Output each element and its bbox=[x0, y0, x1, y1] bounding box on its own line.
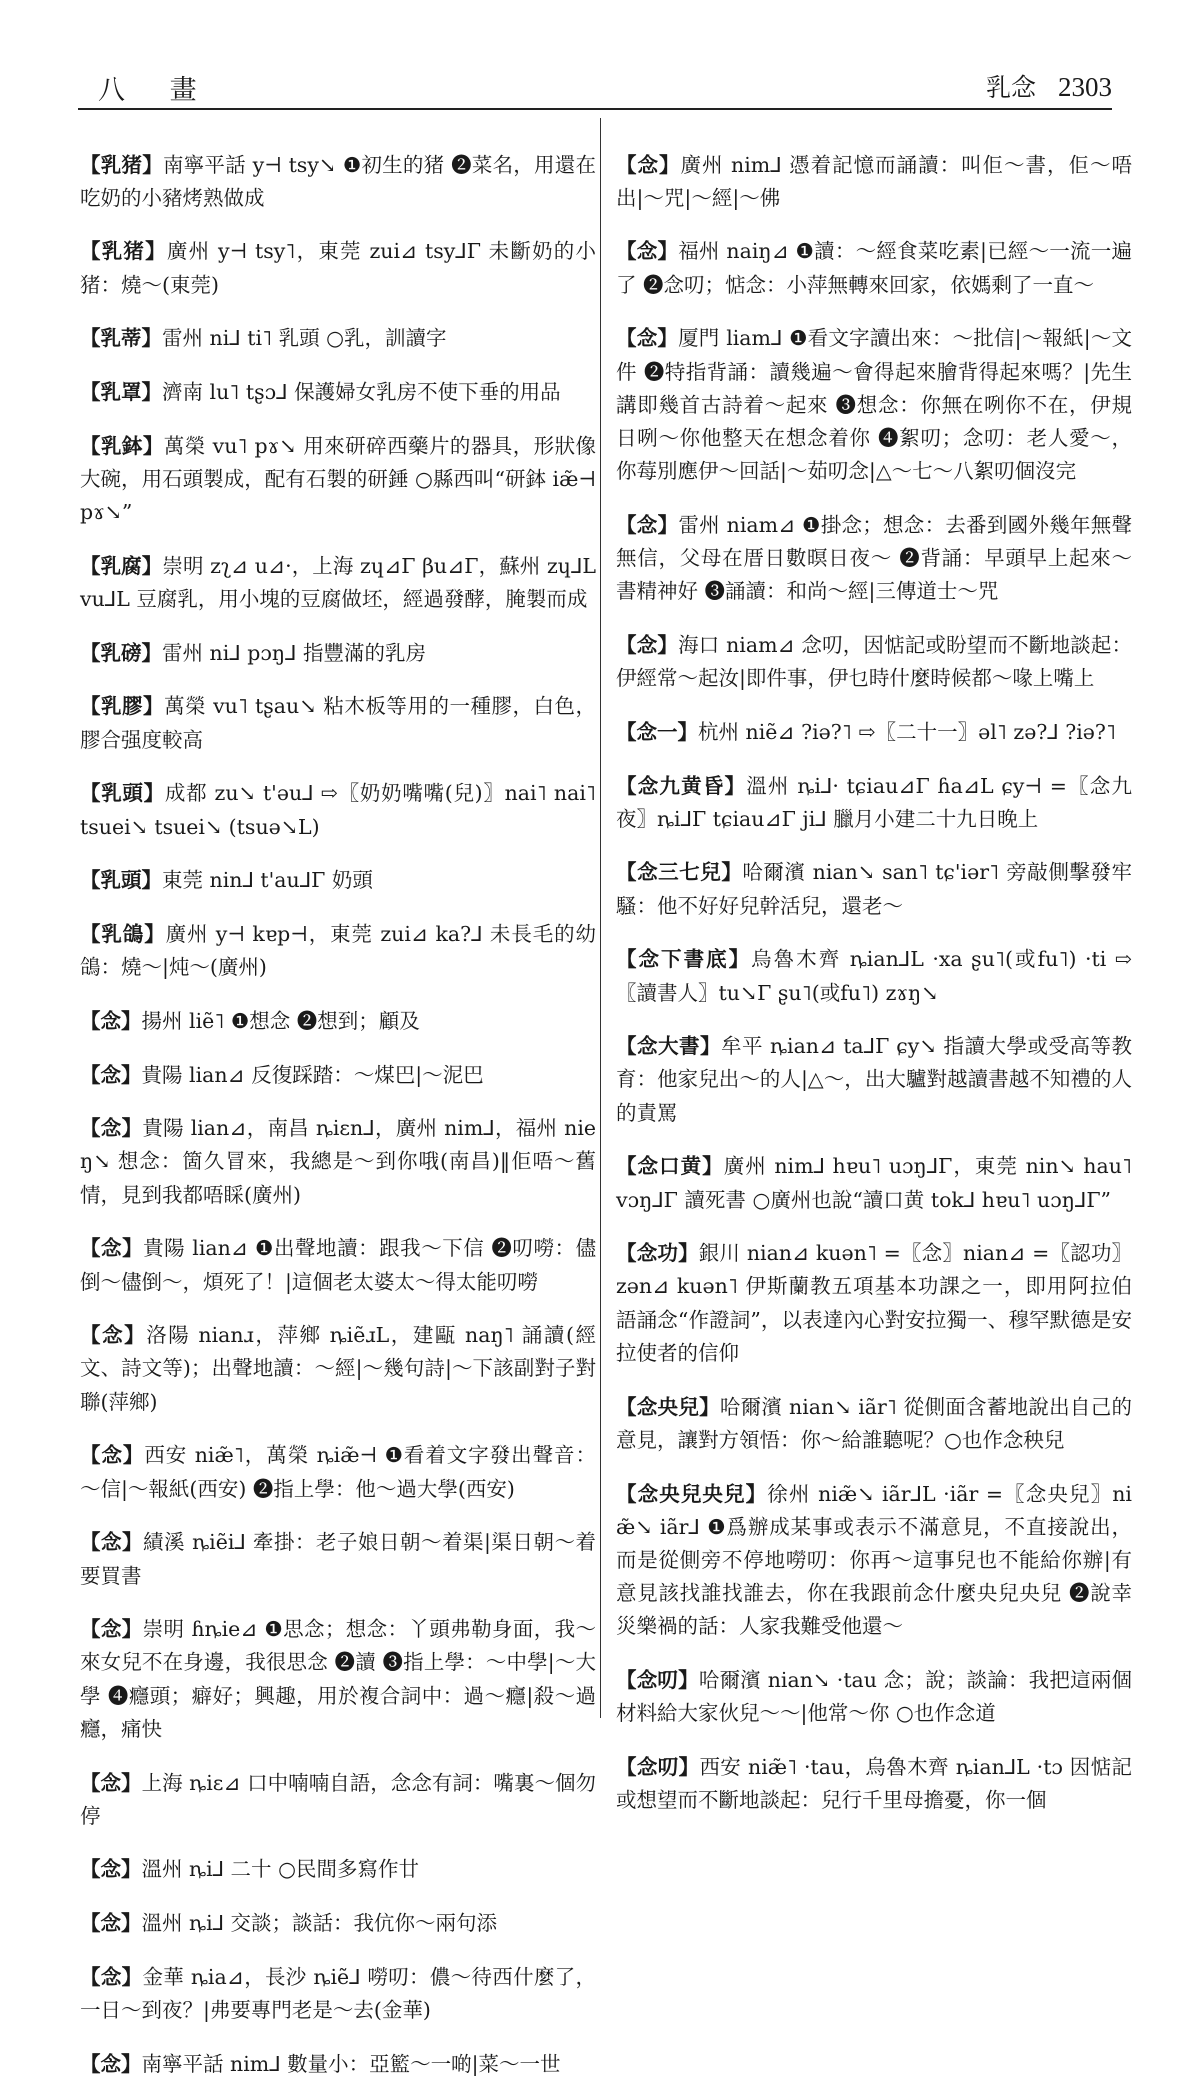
entry-definition: 貴陽 lian⊿，南昌 ȵiɛn⅃，廣州 nim⅃，福州 nieŋ↘ 想念：箇久冒來，我總是～到你哦(南昌)‖佢唔～舊情，見到我都唔睬(廣州) bbox=[80, 1116, 597, 1207]
entry-headword: 念 bbox=[100, 1911, 121, 1936]
entry-headword: 念 bbox=[101, 1443, 123, 1468]
bracket-open: 【 bbox=[616, 512, 637, 537]
entry-headword: 乳鉢 bbox=[100, 433, 143, 458]
entry-headword: 乳猪 bbox=[100, 152, 143, 177]
entry-definition: 洛陽 nianɹ，萍鄉 ȵiẽɹL，建甌 naŋ˥ 誦讀(經文、詩文等)；出聲地讀：～經|～幾句詩|～下該副對子對聯(萍鄉) bbox=[80, 1323, 597, 1414]
bracket-open: 【 bbox=[616, 719, 637, 744]
bracket-open: 【 bbox=[80, 1770, 101, 1795]
bracket-close: 】 bbox=[678, 1668, 699, 1693]
bracket-close: 】 bbox=[678, 1241, 699, 1266]
dictionary-entry bbox=[616, 943, 1132, 1009]
entry-definition: 東莞 nin⅃ t'au⅃Γ 奶頭 bbox=[162, 868, 373, 893]
entry-definition: 廣州 nim⅃ hɐu˥ uɔŋ⅃Γ，東莞 nin↘ hau˥ vɔŋ⅃Γ 讀死書 ○廣州也說“讀口黄 tok⅃ hɐu˥ uɔŋ⅃Γ” bbox=[616, 1154, 1133, 1212]
entry-definition: 崇明 zʅ⊿ u⊿·，上海 zɥ⊿Γ βu⊿Γ，蘇州 zɥ⅃L vu⅃L 豆腐乳，用小塊的豆腐做坯，經過發酵，腌製而成 bbox=[80, 553, 597, 612]
bracket-close: 】 bbox=[677, 719, 698, 744]
bracket-close: 】 bbox=[145, 239, 167, 264]
entry-headword: 念九黄昏 bbox=[637, 773, 725, 798]
bracket-open: 【 bbox=[80, 1964, 101, 1989]
dictionary-entry bbox=[80, 1005, 596, 1038]
bracket-open: 【 bbox=[80, 694, 102, 719]
dictionary-entry bbox=[80, 1767, 596, 1833]
bracket-open: 【 bbox=[80, 380, 101, 405]
bracket-close: 】 bbox=[141, 640, 162, 665]
bracket-close: 】 bbox=[121, 2051, 142, 2076]
entry-headword: 念 bbox=[100, 1062, 121, 1087]
entry-definition: 貴陽 lian⊿ ❶出聲地讀：跟我～下信 ❷叨嘮：儘倒～儘倒～，煩死了！|這個老太婆太～得太能叨嘮 bbox=[80, 1236, 597, 1294]
bracket-open: 【 bbox=[616, 1668, 637, 1693]
bracket-open: 【 bbox=[80, 1857, 101, 1882]
dictionary-entry bbox=[616, 1030, 1132, 1130]
bracket-open: 【 bbox=[80, 2051, 101, 2076]
bracket-open: 【 bbox=[616, 239, 637, 264]
entry-definition: 績溪 ȵiẽi⅃ 牽掛：老子娘日朝～着渠|渠日朝～着要買書 bbox=[80, 1530, 596, 1588]
entry-headword: 念叨 bbox=[636, 1754, 679, 1779]
bracket-open: 【 bbox=[80, 921, 102, 946]
entry-headword: 念三七兒 bbox=[637, 860, 722, 885]
entry-definition: 溫州 ȵi⅃ 交談；談話：我伉你～兩句添 bbox=[141, 1911, 498, 1936]
entry-headword: 念一 bbox=[636, 719, 678, 744]
entry-headword: 乳蒂 bbox=[100, 326, 142, 351]
dictionary-entry bbox=[616, 1478, 1132, 1644]
bracket-close: 】 bbox=[121, 1062, 142, 1087]
bracket-close: 】 bbox=[141, 326, 162, 351]
bracket-close: 】 bbox=[659, 152, 681, 177]
dictionary-entry bbox=[80, 777, 596, 843]
bracket-open: 【 bbox=[616, 1241, 637, 1266]
entry-headword: 念央兒 bbox=[636, 1394, 700, 1419]
dictionary-entry bbox=[80, 376, 596, 409]
bracket-open: 【 bbox=[616, 1034, 637, 1059]
bracket-close: 】 bbox=[121, 1116, 143, 1141]
entry-headword: 乳磅 bbox=[100, 640, 142, 665]
bracket-open: 【 bbox=[616, 773, 638, 798]
right-column bbox=[616, 128, 1133, 1813]
entry-definition: 上海 ȵiɛ⊿ 口中喃喃自語，念念有詞：嘴裏～個勿停 bbox=[80, 1770, 597, 1828]
bracket-open: 【 bbox=[616, 152, 638, 177]
bracket-close: 】 bbox=[121, 1008, 142, 1033]
bracket-open: 【 bbox=[80, 1062, 101, 1087]
dictionary-entry bbox=[616, 856, 1132, 922]
entry-definition: 廣州 y⊣ tsy˥，東莞 zui⊿ tsy⅃Γ 未斷奶的小猪：燒～(東莞) bbox=[80, 239, 597, 297]
entry-headword: 乳鴿 bbox=[101, 921, 145, 946]
entry-headword: 念 bbox=[100, 1770, 122, 1795]
dictionary-entry bbox=[616, 1664, 1132, 1730]
bracket-close: 】 bbox=[657, 239, 679, 264]
left-column bbox=[80, 128, 597, 2076]
dictionary-entry bbox=[80, 1439, 596, 1505]
dictionary-entry bbox=[80, 235, 596, 301]
dictionary-entry bbox=[80, 2048, 596, 2081]
entry-headword: 念 bbox=[102, 1323, 125, 1348]
entry-headword: 念 bbox=[101, 1236, 123, 1261]
entry-definition: 哈爾濱 nian↘ ·tau 念；說；談論：我把這兩個材料給大家伙兒～～|他常～你 ○也作念道 bbox=[616, 1668, 1133, 1726]
dictionary-entry bbox=[80, 430, 596, 530]
dictionary-entry bbox=[80, 1526, 596, 1592]
bracket-open: 【 bbox=[80, 1008, 101, 1033]
entry-headword: 乳頭 bbox=[101, 781, 144, 806]
entry-headword: 念 bbox=[100, 1857, 121, 1882]
entry-headword: 乳頭 bbox=[100, 868, 142, 893]
entry-headword: 念央兒央兒 bbox=[637, 1481, 746, 1506]
bracket-open: 【 bbox=[616, 632, 637, 657]
entry-definition: 揚州 liẽ˥ ❶想念 ❷想到；顧及 bbox=[141, 1008, 420, 1033]
bracket-open: 【 bbox=[80, 553, 101, 578]
dictionary-entry bbox=[80, 1613, 596, 1746]
bracket-open: 【 bbox=[80, 1911, 101, 1936]
bracket-close: 】 bbox=[121, 1857, 142, 1882]
dictionary-entry bbox=[80, 149, 596, 215]
entry-definition: 哈爾濱 nian↘ iãr˥ 從側面含蓄地說出自己的意見，讓對方領悟：你～給誰聽呢？○也作念秧兒 bbox=[616, 1394, 1132, 1452]
dictionary-entry bbox=[80, 1059, 596, 1092]
entry-definition: 雷州 ni⅃ ti˥ 乳頭 ○乳，訓讀字 bbox=[162, 326, 447, 351]
running-head bbox=[986, 68, 1112, 104]
bracket-close: 】 bbox=[657, 512, 679, 537]
bracket-close: 】 bbox=[699, 1394, 720, 1419]
entry-headword: 念 bbox=[636, 239, 658, 264]
dictionary-entry bbox=[80, 637, 596, 670]
dictionary-entry bbox=[80, 1112, 596, 1212]
bracket-close: 】 bbox=[702, 1154, 724, 1179]
dictionary-entry bbox=[616, 1751, 1132, 1817]
entry-headword: 念叨 bbox=[636, 1668, 679, 1693]
bracket-open: 【 bbox=[80, 1116, 101, 1141]
bracket-close: 】 bbox=[143, 781, 165, 806]
entry-definition: 成都 zu↘ t'əu⅃ ⇨〖奶奶嘴嘴(兒)〗nai˥ nai˥ tsuei↘ tsuei↘ (tsuə↘L) bbox=[80, 781, 597, 839]
bracket-open: 【 bbox=[616, 1154, 638, 1179]
dictionary-entry bbox=[616, 629, 1132, 695]
entry-headword: 念 bbox=[100, 1116, 122, 1141]
dictionary-entry bbox=[80, 1961, 596, 2027]
entry-headword: 念 bbox=[636, 632, 658, 657]
dictionary-entry bbox=[616, 1150, 1132, 1216]
dictionary-entry bbox=[80, 1319, 596, 1419]
bracket-open: 【 bbox=[616, 947, 639, 972]
bracket-open: 【 bbox=[80, 326, 101, 351]
dictionary-entry bbox=[80, 1232, 596, 1298]
entry-definition: 西安 niæ̃˥ ·tau，烏魯木齊 ȵian⅃L ·tɔ 因惦記或想望而不斷地談起：兒行千里母擔憂，你一個 bbox=[616, 1754, 1132, 1813]
entry-definition: 廣州 y⊣ kɐp⊣，東莞 zui⊿ ka?⅃ 未長毛的幼鴿：燒～|炖～(廣州) bbox=[80, 921, 597, 980]
bracket-close: 】 bbox=[142, 433, 164, 458]
entry-headword: 念 bbox=[636, 326, 658, 351]
section-title: 八 畫 bbox=[98, 75, 215, 106]
bracket-close: 】 bbox=[141, 868, 162, 893]
entry-definition: 厦門 liam⅃ ❶看文字讀出來：～批信|～報紙|～文件 ❷特指背誦：讀幾遍～會得起來膾背得起來嗎？|先生講即幾首古詩着～起來 ❸想念：你無在咧你不在，伊規日咧～你他整天在想念着你 ❹絮叨；念叨：老人愛～，你莓別應伊～回話|～茹叨念|△～七～八絮叨個沒完 bbox=[616, 326, 1133, 484]
bracket-open: 【 bbox=[616, 1394, 637, 1419]
bracket-open: 【 bbox=[80, 239, 102, 264]
entry-definition: 萬榮 vu˥ pɤ↘ 用來研碎西藥片的器具，形狀像大碗，用石頭製成，配有石製的研錘 ○縣西叫“研鉢 iæ̃⊣ pɤ↘” bbox=[80, 433, 597, 525]
dictionary-entry bbox=[616, 322, 1132, 488]
bracket-close: 】 bbox=[142, 152, 163, 177]
dictionary-entry bbox=[616, 1237, 1132, 1370]
entry-headword: 乳罩 bbox=[100, 380, 142, 405]
bracket-open: 【 bbox=[616, 860, 638, 885]
dictionary-entry bbox=[80, 322, 596, 355]
entry-headword: 乳猪 bbox=[101, 239, 146, 264]
bracket-close: 】 bbox=[721, 860, 743, 885]
bracket-close: 】 bbox=[144, 921, 166, 946]
entry-definition: 福州 naiŋ⊿ ❶讀：～經食菜吃素|已經～一流一遍了 ❷念叨；惦念：小萍無轉來回家，依媽剩了一直～ bbox=[616, 239, 1132, 297]
column-divider bbox=[600, 118, 601, 1718]
entry-definition: 哈爾濱 nian↘ san˥ tɕ'iər˥ 旁敲側擊發牢騷：他不好好兒幹活兒，還老～ bbox=[616, 860, 1133, 918]
bracket-open: 【 bbox=[616, 326, 637, 351]
entry-definition: 西安 niæ̃˥，萬榮 ȵiæ̃⊣ ❶看着文字發出聲音：～信|～報紙(西安) ❷指上學：他～過大學(西安) bbox=[80, 1443, 596, 1501]
bracket-close: 】 bbox=[121, 1617, 143, 1642]
bracket-close: 】 bbox=[728, 947, 752, 972]
bracket-close: 】 bbox=[678, 1754, 700, 1779]
entry-definition: 貴陽 lian⊿ 反復踩踏：～煤巴|～泥巴 bbox=[141, 1062, 484, 1087]
entry-definition: 徐州 niæ̃↘ iãr⅃L ·iãr =〖念央兒〗niæ̃↘ iãr⅃ ❶爲辦成某事或表示不滿意見，不直接說出，而是從側旁不停地嘮叨：你再～這事兒也不能給你辦|有意見該找誰找誰去，你在我跟前念什麼央兒央兒 ❷說幸災樂禍的話：人家我難受他還～ bbox=[616, 1481, 1132, 1639]
bracket-close: 】 bbox=[121, 1911, 142, 1936]
bracket-open: 【 bbox=[80, 1530, 102, 1555]
dictionary-entry bbox=[616, 770, 1132, 836]
bracket-open: 【 bbox=[80, 868, 101, 893]
bracket-close: 】 bbox=[657, 632, 679, 657]
entry-definition: 銀川 nian⊿ kuən˥ =〖念〗nian⊿ =〖認功〗zən⊿ kuən˥ 伊斯蘭教五項基本功課之一，即用阿拉伯語誦念“作證詞”，以表達內心對安拉獨一、穆罕默德是安拉使者的信仰 bbox=[616, 1241, 1133, 1365]
bracket-close: 】 bbox=[657, 326, 679, 351]
entry-definition: 萬榮 vu˥ tʂau↘ 粘木板等用的一種膠，白色，膠合强度較高 bbox=[80, 694, 597, 752]
bracket-close: 】 bbox=[124, 1323, 147, 1348]
page-number: 2303 bbox=[1058, 72, 1112, 102]
bracket-close: 】 bbox=[141, 553, 163, 578]
bracket-close: 】 bbox=[122, 1443, 145, 1468]
dictionary-entry bbox=[80, 550, 596, 616]
bracket-open: 【 bbox=[616, 1481, 638, 1506]
entry-definition: 烏魯木齊 ȵian⅃L ·xa ʂu˥(或fu˥) ·ti ⇨〖讀書人〗tu↘Γ ʂu˥(或fu˥) zɤŋ↘ bbox=[616, 947, 1133, 1005]
entry-definition: 南寧平話 y⊣ tsy↘ ❶初生的猪 ❷菜名，用還在吃奶的小豬烤熟做成 bbox=[80, 152, 597, 210]
dictionary-entry bbox=[80, 1907, 596, 1940]
entry-headword: 念 bbox=[100, 1008, 121, 1033]
entry-headword: 念 bbox=[637, 152, 659, 177]
entry-definition: 溫州 ȵi⅃ 二十 ○民間多寫作廿 bbox=[141, 1857, 419, 1882]
bracket-open: 【 bbox=[80, 152, 101, 177]
entry-definition: 雷州 ni⅃ pɔŋ⅃ 指豐滿的乳房 bbox=[162, 640, 426, 665]
entry-definition: 牟平 ȵian⊿ ta⅃Γ ɕy↘ 指讀大學或受高等教育：他家兒出～的人|△～，出大驢對越讀書越不知禮的人的責罵 bbox=[616, 1034, 1133, 1125]
dictionary-entry bbox=[80, 690, 596, 756]
page-header bbox=[78, 62, 1112, 110]
entry-definition: 雷州 niam⊿ ❶掛念；想念：去番到國外幾年無聲無信，父母在厝日數暝日夜～ ❷背誦：早頭早上起來～書精神好 ❸誦讀：和尚～經|三傳道士～咒 bbox=[616, 512, 1133, 604]
entry-headword: 乳膠 bbox=[101, 694, 144, 719]
dictionary-entry bbox=[616, 1391, 1132, 1457]
dictionary-entry bbox=[616, 235, 1132, 301]
dictionary-entry bbox=[80, 1853, 596, 1886]
entry-definition: 溫州 ȵi⅃· tɕiau⊿Γ ɦa⊿L ɕy⊣ =〖念九夜〗ȵi⅃Γ tɕiau⊿Γ ji⅃ 臘月小建二十九日晚上 bbox=[616, 773, 1132, 831]
entry-definition: 海口 niam⊿ 念叨，因惦記或盼望而不斷地談起：伊經常～起汝|即件事，伊乜時什麼時候都～喙上嘴上 bbox=[616, 632, 1133, 691]
bracket-close: 】 bbox=[745, 1481, 768, 1506]
dictionary-entry bbox=[80, 864, 596, 897]
entry-headword: 乳腐 bbox=[100, 553, 142, 578]
dictionary-entry bbox=[616, 509, 1132, 609]
entry-definition: 濟南 lu˥ tʂɔ⅃ 保護婦女乳房不使下垂的用品 bbox=[162, 380, 561, 405]
bracket-close: 】 bbox=[141, 380, 162, 405]
bracket-close: 】 bbox=[724, 773, 747, 798]
entry-definition: 廣州 nim⅃ 憑着記憶而誦讀：叫佢～書，佢～唔出|～咒|～經|～佛 bbox=[616, 152, 1133, 210]
bracket-open: 【 bbox=[80, 1443, 102, 1468]
dictionary-entry bbox=[616, 716, 1132, 749]
entry-headword: 念大書 bbox=[637, 1034, 700, 1059]
bracket-close: 】 bbox=[699, 1034, 721, 1059]
entry-definition: 崇明 ɦȵie⊿ ❶思念；想念：丫頭弗勒身面，我～來女兒不在身邊，我很思念 ❷讀 ❸指上學：～中學|～大學 ❹癮頭；癖好；興趣，用於複合詞中：過～癮|殺～過癮，痛快 bbox=[80, 1617, 597, 1741]
bracket-open: 【 bbox=[80, 433, 101, 458]
entry-definition: 金華 ȵia⊿，長沙 ȵiẽ⅃ 嘮叨：儂～待西什麼了，一日～到夜？|弗要專門老是～去(金華) bbox=[80, 1964, 596, 2023]
entry-definition: 杭州 niẽ⊿ ?iə?˥ ⇨〖二十一〗əl˥ zə?⅃ ?iə?˥ bbox=[698, 719, 1117, 744]
dictionary-entry bbox=[616, 149, 1132, 215]
bracket-open: 【 bbox=[80, 640, 101, 665]
bracket-close: 】 bbox=[122, 1530, 144, 1555]
bracket-open: 【 bbox=[80, 1617, 101, 1642]
bracket-close: 】 bbox=[143, 694, 165, 719]
entry-definition: 南寧平話 nim⅃ 數量小：亞籃～一啲|菜～一世 bbox=[141, 2051, 561, 2076]
bracket-close: 】 bbox=[121, 1770, 142, 1795]
bracket-open: 【 bbox=[80, 781, 102, 806]
entry-headword: 念 bbox=[100, 1617, 122, 1642]
bracket-open: 【 bbox=[616, 1754, 637, 1779]
entry-headword: 念 bbox=[636, 512, 658, 537]
bracket-close: 】 bbox=[122, 1236, 144, 1261]
entry-headword: 念下書底 bbox=[638, 947, 729, 972]
bracket-close: 】 bbox=[121, 1964, 143, 1989]
entry-headword: 念口黄 bbox=[637, 1154, 703, 1179]
bracket-open: 【 bbox=[80, 1236, 102, 1261]
bracket-open: 【 bbox=[80, 1323, 103, 1348]
entry-headword: 念功 bbox=[636, 1241, 679, 1266]
dictionary-entry bbox=[80, 918, 596, 984]
entry-headword: 念 bbox=[100, 1964, 122, 1989]
entry-headword: 念 bbox=[100, 2051, 121, 2076]
entry-headword: 念 bbox=[101, 1530, 123, 1555]
head-characters: 乳念 bbox=[985, 73, 1036, 102]
